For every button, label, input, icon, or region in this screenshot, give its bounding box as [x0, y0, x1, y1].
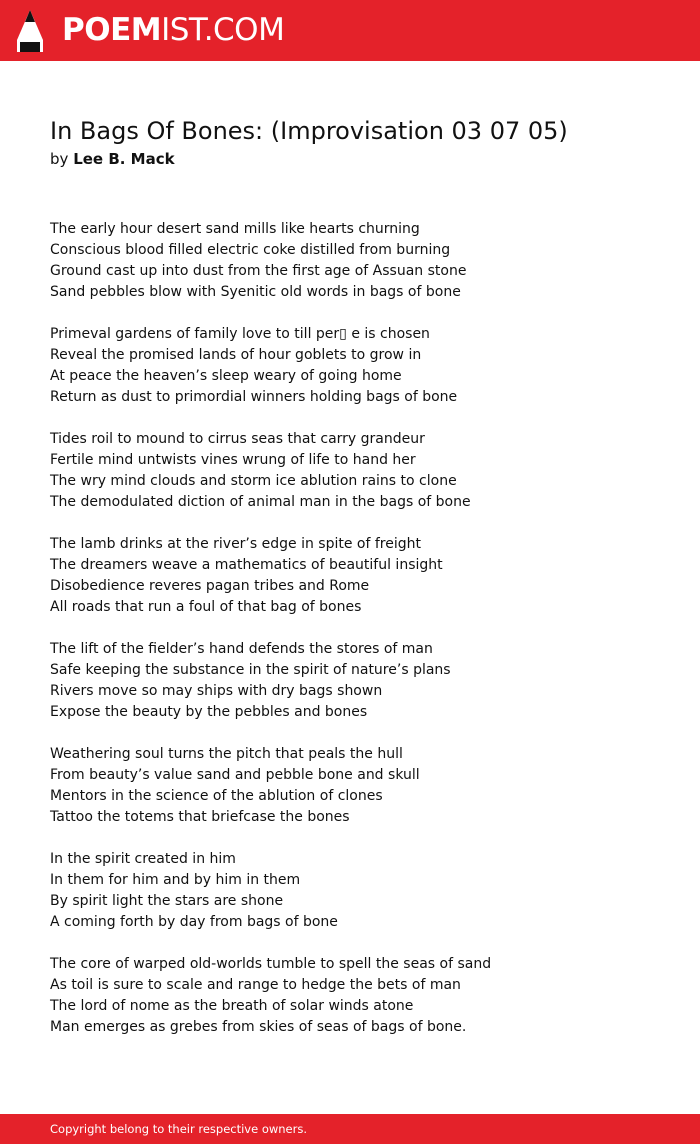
site-header	[0, 0, 700, 61]
stanza	[50, 639, 670, 723]
poem-line: The early hour desert sand mills like hearts churning	[50, 221, 420, 237]
poem-line: Primeval gardens of family love to till per▯ e is chosen	[50, 326, 430, 342]
by-label: by	[50, 150, 69, 168]
poem-line: At peace the heaven’s sleep weary of going home	[50, 368, 402, 384]
poem-line: In the spirit created in him	[50, 851, 236, 867]
poem-line: Return as dust to primordial winners holding bags of bone	[50, 389, 458, 405]
byline	[50, 148, 175, 170]
poem-line: Rivers move so may ships with dry bags shown	[50, 683, 383, 699]
poem-line: Safe keeping the substance in the spirit of nature’s plans	[50, 662, 451, 678]
poem-line: The demodulated diction of animal man in the bags of bone	[50, 494, 471, 510]
stanza	[50, 534, 670, 618]
stanza	[50, 429, 670, 513]
site-footer	[0, 1114, 700, 1144]
stanza	[50, 219, 670, 303]
pencil-icon[interactable]	[17, 10, 43, 52]
poem-line: Reveal the promised lands of hour goblets to grow in	[50, 347, 422, 363]
poem-title: In Bags Of Bones: (Improvisation 03 07 05)	[50, 117, 568, 145]
poem-line: Sand pebbles blow with Syenitic old words in bags of bone	[50, 284, 461, 300]
site-logo[interactable]	[62, 10, 284, 50]
poem-line: In them for him and by him in them	[50, 872, 301, 888]
poem-line: By spirit light the stars are shone	[50, 893, 284, 909]
author-name: Lee B. Mack	[73, 150, 175, 168]
stanza	[50, 744, 670, 828]
logo-text-bold: POEM	[62, 12, 162, 48]
poem-line: Disobedience reveres pagan tribes and Rome	[50, 578, 370, 594]
poem-line: Tides roil to mound to cirrus seas that carry grandeur	[50, 431, 425, 447]
poem-line: Fertile mind untwists vines wrung of life to hand her	[50, 452, 416, 468]
poem-line: The lamb drinks at the river’s edge in spite of freight	[50, 536, 421, 552]
poem-line: The wry mind clouds and storm ice ablution rains to clone	[50, 473, 457, 489]
poem-line: Conscious blood filled electric coke distilled from burning	[50, 242, 451, 258]
stanza	[50, 849, 670, 933]
poem-line: The core of warped old-worlds tumble to spell the seas of sand	[50, 956, 492, 972]
poem-line: The lord of nome as the breath of solar winds atone	[50, 998, 414, 1014]
poem-body	[50, 219, 670, 1059]
poem-line: As toil is sure to scale and range to hedge the bets of man	[50, 977, 461, 993]
poem-line: Tattoo the totems that briefcase the bones	[50, 809, 350, 825]
poem-line: Man emerges as grebes from skies of seas of bags of bone.	[50, 1019, 467, 1035]
poem-line: Expose the beauty by the pebbles and bones	[50, 704, 368, 720]
poem-line: The lift of the fielder’s hand defends the stores of man	[50, 641, 433, 657]
logo-text-light: IST.COM	[161, 12, 285, 48]
poem-line: Ground cast up into dust from the first age of Assuan stone	[50, 263, 467, 279]
poem-line: From beauty’s value sand and pebble bone and skull	[50, 767, 420, 783]
copyright-text: Copyright belong to their respective owners.	[50, 1122, 308, 1136]
poem-line: The dreamers weave a mathematics of beautiful insight	[50, 557, 443, 573]
stanza	[50, 324, 670, 408]
poem-line: All roads that run a foul of that bag of bones	[50, 599, 362, 615]
poem-line: A coming forth by day from bags of bone	[50, 914, 338, 930]
poem-line: Weathering soul turns the pitch that peals the hull	[50, 746, 403, 762]
poem-line: Mentors in the science of the ablution of clones	[50, 788, 383, 804]
stanza	[50, 954, 670, 1038]
